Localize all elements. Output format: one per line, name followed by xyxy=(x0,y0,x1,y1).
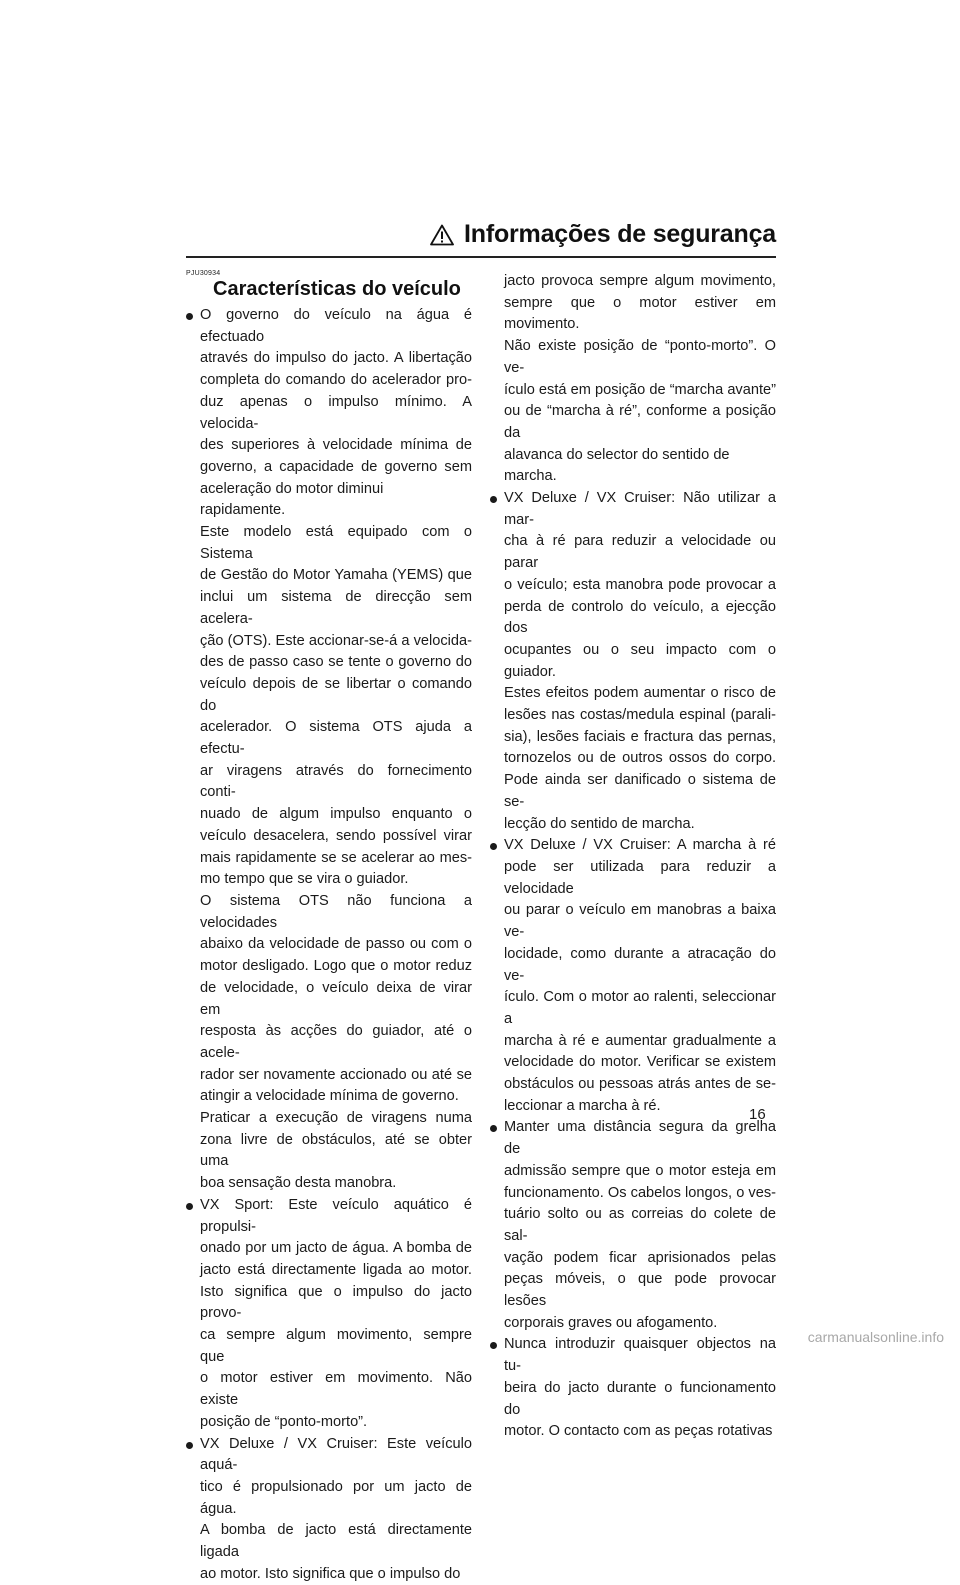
right-column xyxy=(490,271,776,1443)
text-line: Praticar a execução de viragens numa xyxy=(200,1110,472,1127)
text-line: VX Deluxe / VX Cruiser: Não utilizar a mar- xyxy=(504,490,776,528)
text-line: A bomba de jacto está directamente ligada xyxy=(200,1522,472,1561)
text-line: lecção do sentido de marcha. xyxy=(504,815,695,832)
page-header xyxy=(186,220,776,249)
text-line: alavanca do selector do sentido de marcha. xyxy=(504,446,730,485)
text-line: abaixo da velocidade de passo ou com o xyxy=(200,936,472,953)
text-line: O sistema OTS não funciona a velocidades xyxy=(200,892,472,931)
text-line: vação podem ficar aprisionados pelas xyxy=(504,1249,776,1266)
text-line: motor desligado. Logo que o motor reduz xyxy=(200,958,472,975)
text-line: jacto provoca sempre algum movimento, xyxy=(504,273,776,289)
text-line: duz apenas o impulso mínimo. A velocida- xyxy=(200,393,472,432)
text-line: atingir a velocidade mínima de governo. xyxy=(200,1088,459,1105)
paragraph xyxy=(186,1108,472,1195)
section-title: Características do veículo xyxy=(213,278,461,300)
bullet-icon xyxy=(186,313,193,320)
text-line: sempre que o motor estiver em movimento. xyxy=(504,294,776,333)
text-line: ca sempre algum movimento, sempre que xyxy=(200,1327,472,1365)
text-line: resposta às acções do guiador, até o acele- xyxy=(200,1023,472,1061)
text-line: inclui um sistema de direcção sem acelera- xyxy=(200,589,472,627)
text-line: tuário solto ou as correias do colete de sal- xyxy=(504,1206,776,1244)
text-line: funcionamento. Os cabelos longos, o ves- xyxy=(504,1184,776,1201)
bullet-item xyxy=(186,1195,472,1434)
text-line: ao motor. Isto significa que o impulso do xyxy=(200,1565,461,1582)
text-line: corporais graves ou afogamento. xyxy=(504,1314,718,1331)
text-line: o veículo; esta manobra pode provocar a xyxy=(504,576,776,593)
text-line: jacto está directamente ligada ao motor. xyxy=(200,1261,472,1278)
text-line: pode ser utilizada para reduzir a velocidade xyxy=(504,858,776,897)
text-line: ocupantes ou o seu impacto com o guiador. xyxy=(504,641,776,680)
warning-triangle-icon xyxy=(430,224,454,246)
bullet-item xyxy=(490,1117,776,1334)
bullet-icon xyxy=(490,1125,497,1132)
text-line: Não existe posição de “ponto-morto”. O ve- xyxy=(504,338,776,376)
bullet-item xyxy=(186,1434,472,1585)
text-line: marcha à ré e aumentar gradualmente a xyxy=(504,1032,776,1049)
bullet-item xyxy=(490,1334,776,1443)
paragraph xyxy=(490,271,776,488)
text-line: ção (OTS). Este accionar-se-á a velocida- xyxy=(200,632,472,649)
text-line: através do impulso do jacto. A libertação xyxy=(200,350,472,367)
text-line: tico é propulsionado por um jacto de água. xyxy=(200,1478,472,1517)
text-line: Nunca introduzir quaisquer objectos na tu- xyxy=(504,1336,776,1375)
bullet-icon xyxy=(186,1203,193,1210)
text-line: VX Deluxe / VX Cruiser: A marcha à ré xyxy=(504,837,776,854)
text-line: o motor estiver em movimento. Não existe xyxy=(200,1370,472,1409)
text-line: acelerador. O sistema OTS ajuda a efectu- xyxy=(200,719,472,758)
text-line: nuado de algum impulso enquanto o xyxy=(200,806,472,823)
text-line: peças móveis, o que pode provocar lesões xyxy=(504,1271,776,1310)
bullet-icon xyxy=(490,496,497,503)
text-line: Pode ainda ser danificado o sistema de se- xyxy=(504,772,776,810)
text-line: des de passo caso se tente o governo do xyxy=(200,654,472,671)
text-line: leccionar a marcha à ré. xyxy=(504,1097,661,1114)
text-line: boa sensação desta manobra. xyxy=(200,1175,397,1192)
text-line: tornozelos ou de outros ossos do corpo. xyxy=(504,750,776,767)
text-line: rador ser novamente accionado ou até se xyxy=(200,1066,472,1083)
text-line: lesões nas costas/medula espinal (parali- xyxy=(504,707,776,724)
watermark: carmanualsonline.info xyxy=(807,1329,944,1345)
text-line: onado por um jacto de água. A bomba de xyxy=(200,1240,472,1257)
bullet-item xyxy=(490,835,776,1117)
paragraph xyxy=(186,891,472,1108)
text-line: locidade, como durante a atracação do ve- xyxy=(504,945,776,984)
text-line: de velocidade, o veículo deixa de virar em xyxy=(200,979,472,1018)
text-line: beira do jacto durante o funcionamento do xyxy=(504,1379,776,1418)
text-line: obstáculos ou pessoas atrás antes de se- xyxy=(504,1076,776,1093)
text-line: de Gestão do Motor Yamaha (YEMS) que xyxy=(200,567,472,584)
text-line: completa do comando do acelerador pro- xyxy=(200,372,472,389)
bullet-icon xyxy=(186,1442,193,1449)
text-line: admissão sempre que o motor esteja em xyxy=(504,1162,776,1179)
paragraph xyxy=(186,522,472,891)
text-line: VX Sport: Este veículo aquático é propulsi- xyxy=(200,1196,472,1235)
section-code: PJU30934 xyxy=(186,270,221,277)
text-line: Estes efeitos podem aumentar o risco de xyxy=(504,685,776,702)
text-line: governo, a capacidade de governo sem xyxy=(200,458,472,475)
text-line: mo tempo que se vira o guiador. xyxy=(200,871,409,888)
page-number: 16 xyxy=(749,1106,766,1123)
left-column-body xyxy=(186,305,472,1585)
text-line: aceleração do motor diminui rapidamente. xyxy=(200,480,384,519)
text-line: Manter uma distância segura da grelha de xyxy=(504,1119,776,1158)
bullet-item xyxy=(490,488,776,835)
text-line: mais rapidamente se se acelerar ao mes- xyxy=(200,849,472,866)
text-line: ou parar o veículo em manobras a baixa ve- xyxy=(504,902,776,941)
bullet-icon xyxy=(490,1342,497,1349)
text-line: velocidade do motor. Verificar se existem xyxy=(504,1054,776,1071)
text-line: ículo está em posição de “marcha avante” xyxy=(504,381,776,398)
text-line: zona livre de obstáculos, até se obter uma xyxy=(200,1131,472,1170)
right-column-body xyxy=(490,271,776,1443)
text-line: cha à ré para reduzir a velocidade ou parar xyxy=(504,533,776,572)
text-line: des superiores à velocidade mínima de xyxy=(200,437,472,454)
text-line: perda de controlo do veículo, a ejecção dos xyxy=(504,598,776,637)
text-line: Isto significa que o impulso do jacto provo- xyxy=(200,1283,472,1322)
text-line: veículo desacelera, sendo possível virar xyxy=(200,827,472,844)
text-line: ar viragens através do fornecimento conti- xyxy=(200,762,472,801)
header-title: Informações de segurança xyxy=(464,220,776,248)
bullet-item xyxy=(186,305,472,522)
text-line: posição de “ponto-morto”. xyxy=(200,1413,368,1430)
text-line: ículo. Com o motor ao ralenti, seleccionar a xyxy=(504,989,776,1027)
text-line: VX Deluxe / VX Cruiser: Este veículo aquá- xyxy=(200,1435,472,1474)
text-line: veículo depois de se libertar o comando do xyxy=(200,675,472,714)
text-line: ou de “marcha à ré”, conforme a posição da xyxy=(504,403,776,441)
header-rule xyxy=(186,256,776,258)
left-column xyxy=(186,270,472,1585)
text-line: sia), lesões faciais e fractura das pernas, xyxy=(504,728,776,745)
text-line: Este modelo está equipado com o Sistema xyxy=(200,524,472,562)
bullet-icon xyxy=(490,843,497,850)
text-line: motor. O contacto com as peças rotativas xyxy=(504,1423,773,1440)
text-line: O governo do veículo na água é efectuado xyxy=(200,307,472,345)
